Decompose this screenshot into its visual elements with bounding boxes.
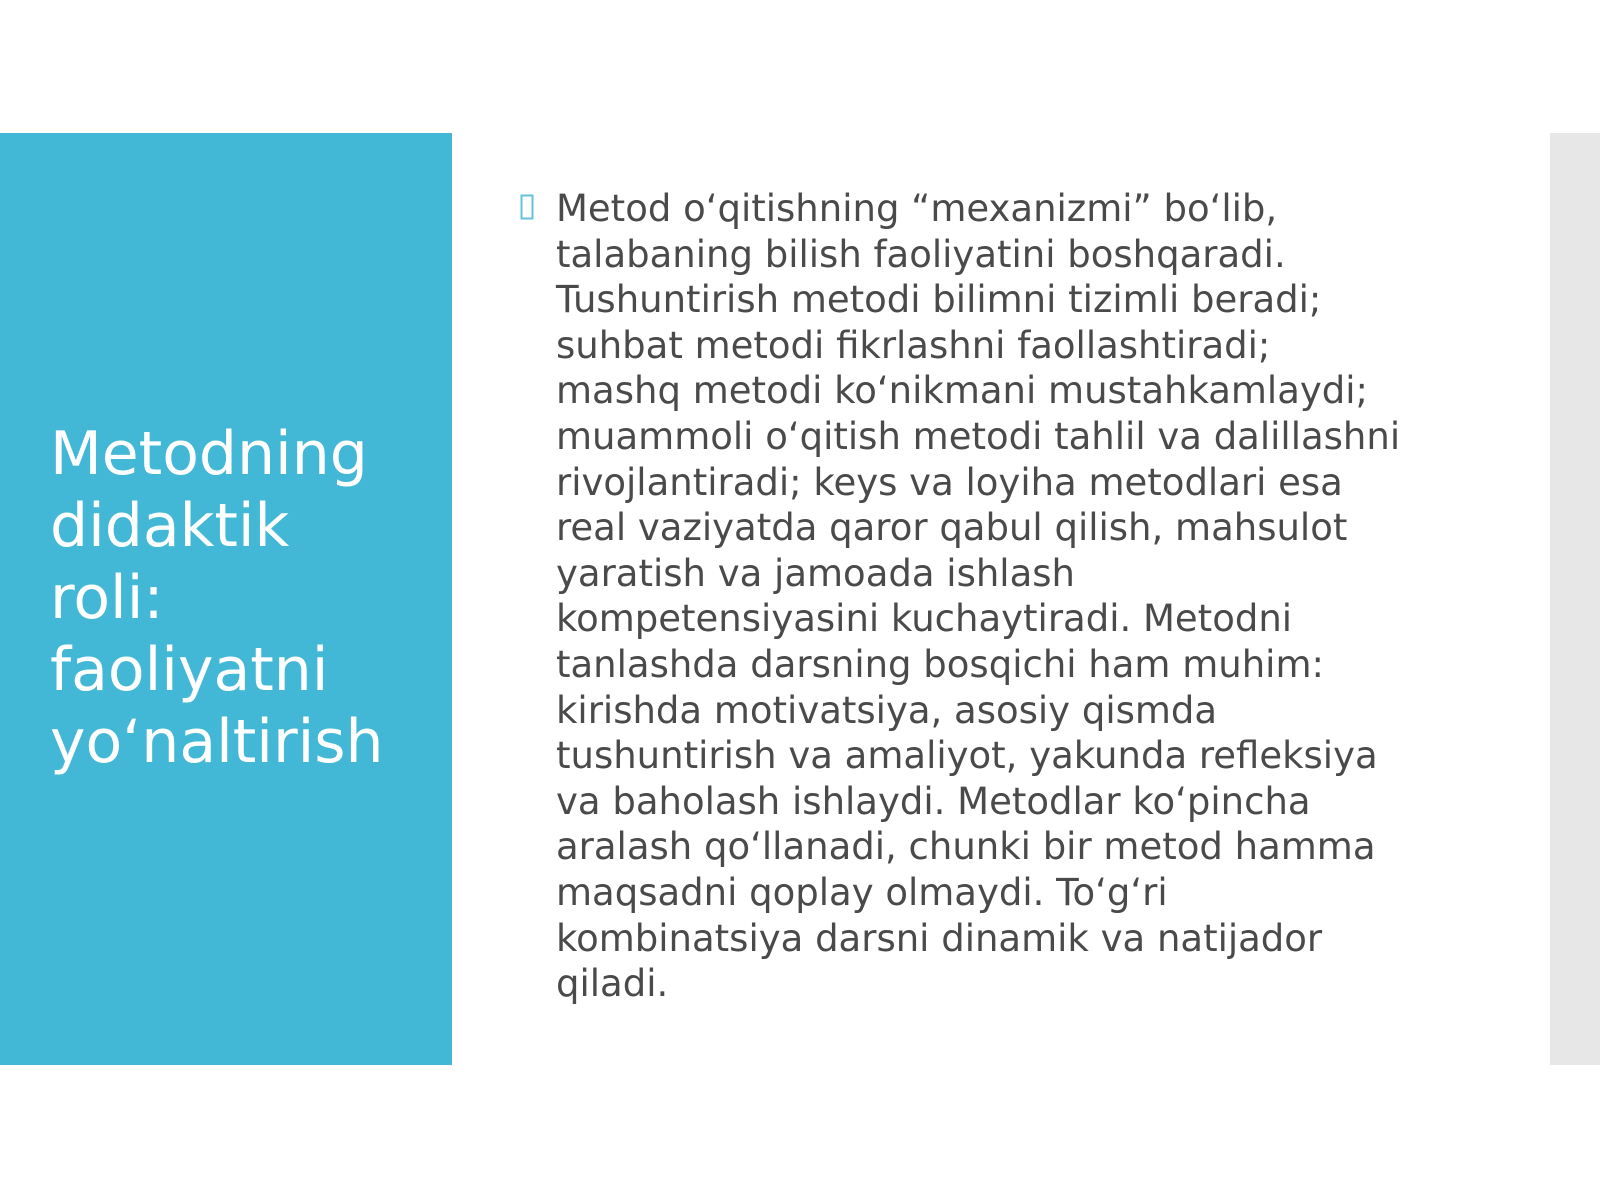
bullet-marker-icon [520,194,534,220]
slide-title: Metodning didaktik roli: faoliyatni yo‘naltirish [50,419,384,777]
decorative-side-strip [1550,133,1600,1065]
slide-body-text: Metod o‘qitishning “mexanizmi” bo‘lib, talabaning bilish faoliyatini boshqaradi. Tushuntirish metodi bilimni tizimli beradi; suhbat metodi fikrlashni faollashtiradi; mashq metodi ko‘nikmani mustahkamlaydi; muammoli o‘qitish metodi tahlil va dalillashni rivojlantiradi; keys va loyiha metodlari esa real vaziyatda qaror qabul qilish, mahsulot yaratish va jamoada ishlash kompetensiyasini kuchaytiradi. Metodni tanlashda darsning bosqichi ham muhim: kirishda motivatsiya, asosiy qismda tushuntirish va amaliyot, yakunda refleksiya va baholash ishlaydi. Metodlar ko‘pincha aralash qo‘llanadi, chunki bir metod hamma maqsadni qoplay olmaydi. To‘g‘ri kombinatsiya darsni dinamik va natijador qiladi. [556,187,1401,1006]
